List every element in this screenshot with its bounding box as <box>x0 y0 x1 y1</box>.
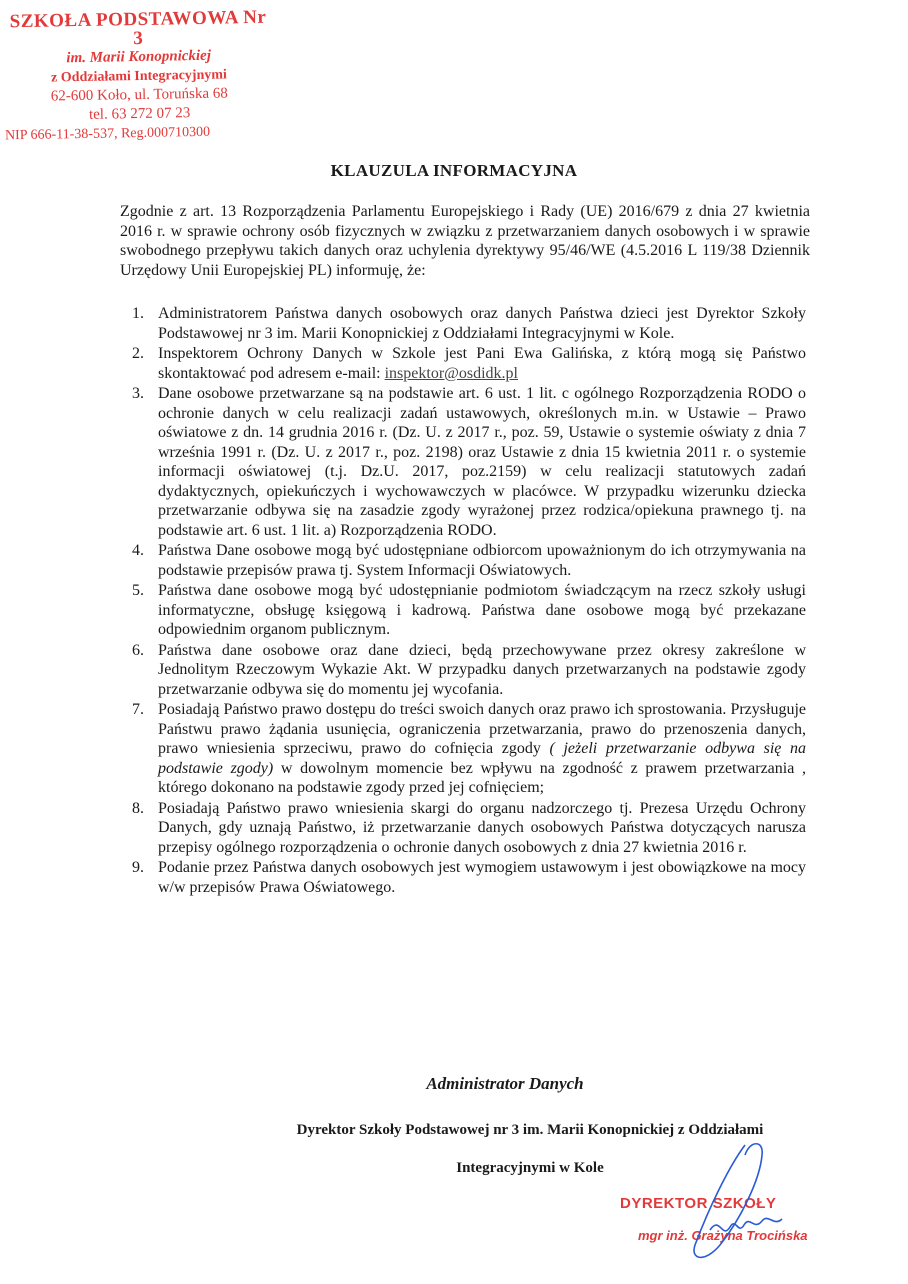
clause-item <box>118 541 806 580</box>
school-stamp <box>3 8 275 146</box>
clause-text: Administratorem Państwa danych osobowych oraz danych Państwa dzieci jest Dyrektor Szkoły Podstawowej nr 3 im. Marii Konopnickiej z Oddziałami Integracyjnymi w Kole. <box>158 305 806 342</box>
director-stamp-title: DYREKTOR SZKOŁY <box>620 1195 777 1212</box>
director-line-1: Dyrektor Szkoły Podstawowej nr 3 im. Marii Konopnickiej z Oddziałami <box>296 1122 764 1138</box>
clause-text-italic: ( jeżeli przetwarzanie odbywa się na podstawie zgody) <box>158 740 807 777</box>
clause-text: Inspektorem Ochrony Danych w Szkole jest Pani Ewa Galińska, z którą mogą się Państwo skontaktować pod adresem e-mail: <box>158 345 806 382</box>
clause-list <box>118 304 806 898</box>
stamp-line-phone: tel. 63 272 07 23 <box>88 105 191 123</box>
clause-text: Posiadają Państwo prawo wniesienia skargi do organu nadzorczego tj. Prezesa Urzędu Ochrony Danych, gdy uznają Państwo, iż przetwarzanie danych osobowych Państwa dotyczących narusza przepisy ogólnego rozporządzenia o ochronie danych osobowych z dnia 27 kwietnia 2016 r. <box>158 799 806 856</box>
clause-number: 6. <box>132 641 144 659</box>
director-stamp-name: mgr inż. Grażyna Trocińska <box>638 1228 808 1243</box>
intro-paragraph: Zgodnie z art. 13 Rozporządzenia Parlamentu Europejskiego i Rady (UE) 2016/679 z dnia 27 kwietnia 2016 r. w sprawie ochrony osób fizycznych w związku z przetwarzaniem danych osobowych i w sprawie swobodnego przepływu takich danych oraz uchylenia dyrektywy 95/46/WE (4.5.2016 L 119/38 Dziennik Urzędowy Unii Europejskiej PL) informuję, że: <box>120 203 810 279</box>
handwritten-signature <box>650 1135 810 1275</box>
clause-text: Posiadają Państwo prawo dostępu do treści swoich danych oraz prawo ich sprostowania. Przysługuje Państwu prawo żądania usunięcia, ograniczenia przetwarzania, prawo do przenoszenia danych, prawo wniesienia sprzeciwu, prawo do cofnięcia zgody <box>158 701 806 757</box>
clause-number: 4. <box>132 542 144 559</box>
director-line-2: Integracyjnymi w Kole <box>456 1160 604 1176</box>
clause-text-after: w dowolnym momencie bez wpływu na zgodność z prawem przetwarzania , którego dokonano na podstawie zgody przed jej cofnięciem; <box>158 759 806 796</box>
clause-text: Państwa Dane osobowe mogą być udostępniane odbiorcom upoważnionym do ich otrzymywania na podstawie przepisów prawa tj. System Informacji Oświatowych. <box>158 542 806 579</box>
clause-number: 8. <box>132 799 144 817</box>
clause-number: 2. <box>132 345 144 362</box>
clause-item <box>118 700 806 798</box>
stamp-line-nip: NIP 666-11-38-537, Reg.000710300 <box>4 124 211 144</box>
clause-text: Państwa dane osobowe oraz dane dzieci, będą przechowywane przez okresy zakreślone w Jednolitym Rzeczowym Wykazie Akt. W przypadku danych przetwarzanych na podstawie zgody przetwarzanie odbywa się do momentu jej wycofania. <box>158 641 806 698</box>
stamp-line-school-name: SZKOŁA PODSTAWOWA Nr 3 <box>9 6 267 50</box>
stamp-line-patron: im. Marii Konopnickiej <box>66 47 212 67</box>
clause-item <box>118 581 806 640</box>
clause-number: 1. <box>132 305 144 322</box>
clause-number: 9. <box>132 859 144 876</box>
clause-number: 7. <box>132 701 144 718</box>
clause-item <box>118 344 806 383</box>
clause-text: Dane osobowe przetwarzane są na podstawie art. 6 ust. 1 lit. c ogólnego Rozporządzenia RODO o ochronie danych w celu realizacji zadań ustawowych, określonych m.in. w Ustawie – Prawo oświatowe z dn. 14 grudnia 2016 r. (Dz. U. z 2017 r., poz. 59, Ustawie o systemie oświaty z dnia 7 września 1991 r. (Dz. U. z 2017 r., poz. 2198) oraz Ustawie z dnia 15 kwietnia 2011 r. o systemie informacji oświatowej (t.j. Dz.U. 2017, poz.2159) w celu realizacji statutowych zadań dydaktycznych, opiekuńczych i wychowawczych w placówce. W przypadku wizerunku dziecka przetwarzanie odbywa się na zasadzie zgody wyrażonej przez rodzica/opiekuna prawnego tj. na podstawie art. 6 ust. 1 lit. a) Rozporządzenia RODO. <box>158 385 806 539</box>
stamp-line-divisions: z Oddziałami Integracyjnymi <box>50 67 227 86</box>
clause-item <box>118 799 806 858</box>
clause-item <box>118 304 806 343</box>
clause-number: 3. <box>132 385 144 402</box>
clause-item <box>118 384 806 540</box>
administrator-heading: Administrator Danych <box>426 1074 584 1093</box>
stamp-line-address: 62-600 Koło, ul. Toruńska 68 <box>50 85 228 105</box>
clause-number: 5. <box>132 582 144 599</box>
email-link[interactable]: inspektor@osdidk.pl <box>384 364 518 382</box>
clause-text: Państwa dane osobowe mogą być udostępnianie podmiotom świadczącym na rzecz szkoły usługi informatyczne, obsługę księgową i kadrową. Państwa dane osobowe mogą być przekazane odpowiednim organom publicznym. <box>158 582 806 638</box>
clause-item <box>118 858 806 897</box>
clause-text: Podanie przez Państwa danych osobowych jest wymogiem ustawowym i jest obowiązkowe na mocy w/w przepisów Prawa Oświatowego. <box>158 859 806 896</box>
document-title: KLAUZULA INFORMACYJNA <box>330 161 578 180</box>
clause-item <box>118 641 806 700</box>
